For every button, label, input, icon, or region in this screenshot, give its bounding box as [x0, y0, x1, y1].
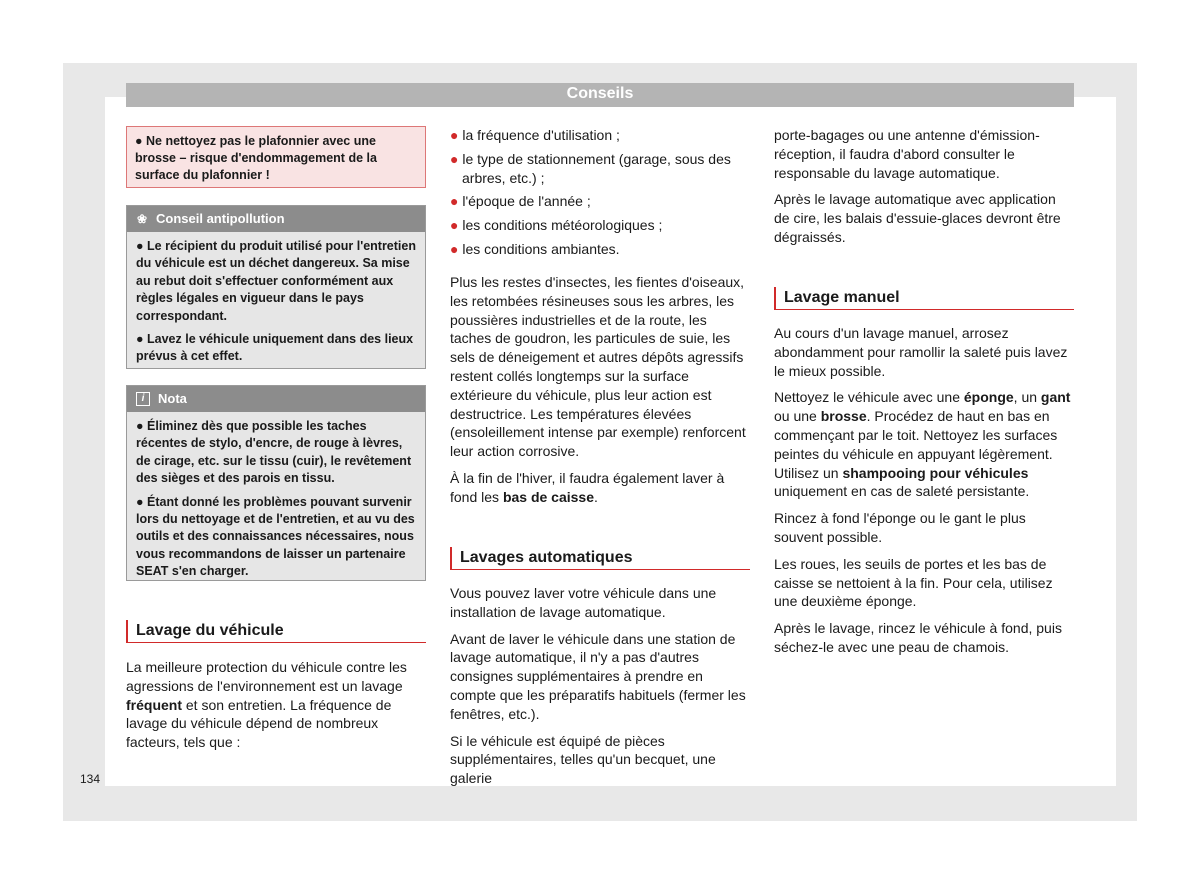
flower-icon: ❀ — [136, 212, 148, 226]
nota-header — [127, 386, 425, 412]
list-item: ● le type de stationnement (garage, sous des arbres, etc.) ; — [450, 150, 731, 186]
col3-text — [774, 126, 1074, 255]
nota-title: Nota — [158, 391, 187, 406]
antipollution-body — [127, 232, 425, 378]
paragraph: Rincez à fond l'éponge ou le gant le plus souvent possible. — [774, 510, 1026, 545]
paragraph: Les roues, les seuils de portes et les bas de caisse se nettoient à la fin. Pour cela, utilisez une deuxième éponge. — [774, 555, 1053, 610]
paragraph: Plus les restes d'insectes, les fientes d'oiseaux, les retombées résineuses sous les arbres, les poussières industrielles et de la route, les taches de goudron, les particules de suie, les sels de déneigement et autres dépôts agressifs restent collés longtemps sur la surface extérieure du véhicule, plus leur action est destructrice. Les températures élevées (ensoleillement intense par exemple) renforcent leur action corrosive. — [450, 274, 746, 460]
warning-box — [126, 126, 426, 188]
lavage-vehicule-text: La meilleure protection du véhicule contre les agressions de l'environnement est un lavage fréquent et son entretien. La fréquence de lavage du véhicule dépend de nombreux facteurs, tels que : — [126, 659, 407, 751]
list-item: ● les conditions météorologiques ; — [450, 217, 663, 234]
nota-item: ● Étant donné les problèmes pouvant survenir lors du nettoyage et de l'entretien, et au vu des outils et des connaissances nécessaires, nous vous recommandons de laisser un partenaire SEAT s'en charger. — [136, 494, 415, 579]
antipollution-header — [127, 206, 425, 232]
antipollution-item: ● Le récipient du produit utilisé pour l'entretien du véhicule est un déchet dangereux. Sa mise au rebut doit s'effectuer conformément aux règles légales en vigueur dans le pays correspondant. — [136, 239, 416, 323]
lavages-auto-text — [450, 584, 750, 796]
section-header-bar — [126, 83, 1074, 107]
paragraph: Si le véhicule est équipé de pièces supplémentaires, telles qu'un becquet, une galerie — [450, 732, 716, 787]
list-item: ● les conditions ambiantes. — [450, 240, 620, 257]
section-header-title: Conseils — [566, 85, 634, 102]
paragraph: À la fin de l'hiver, il faudra également laver à fond les bas de caisse. — [450, 469, 725, 505]
lavage-manuel-text — [774, 324, 1074, 665]
paragraph: Après le lavage automatique avec application de cire, les balais d'essuie-glaces devront être dégraissés. — [774, 191, 1061, 245]
heading-lavage-vehicule: Lavage du véhicule — [126, 620, 426, 643]
paragraph: porte-bagages ou une antenne d'émission-réception, il faudra d'abord consulter le responsable du lavage automatique. — [774, 127, 1040, 181]
antipollution-box — [126, 205, 426, 369]
paragraph: Après le lavage, rincez le véhicule à fond, puis séchez-le avec une peau de chamois. — [774, 620, 1062, 655]
col2-text — [450, 273, 750, 515]
paragraph: Au cours d'un lavage manuel, arrosez abondamment pour ramollir la saleté puis lavez le mieux possible. — [774, 325, 1068, 379]
paragraph: Avant de laver le véhicule dans une station de lavage automatique, il n'y a pas d'autres consignes supplémentaires à prendre en compte que les préparatifs habituels (fermer les fenêtres, etc.). — [450, 630, 746, 722]
nota-box — [126, 385, 426, 581]
info-icon: i — [136, 392, 150, 406]
antipollution-item: ● Lavez le véhicule uniquement dans des lieux prévus à cet effet. — [136, 332, 414, 364]
paragraph: Nettoyez le véhicule avec une éponge, un gant ou une brosse. Procédez de haut en bas en commençant par le toit. Nettoyez les surfaces peintes du véhicule en appuyant légèrement. Utilisez un shampooing pour véhicules uniquement en cas de saleté persistante. — [774, 389, 1071, 500]
page-number: 134 — [80, 772, 101, 786]
list-item: ● la fréquence d'utilisation ; — [450, 127, 620, 143]
nota-body — [127, 412, 425, 593]
factors-list — [450, 126, 750, 264]
heading-lavages-automatiques: Lavages automatiques — [450, 547, 750, 570]
heading-lavage-manuel: Lavage manuel — [774, 287, 1074, 310]
list-item: ● l'époque de l'année ; — [450, 193, 591, 210]
nota-item: ● Éliminez dès que possible les taches récentes de stylo, d'encre, de rouge à lèvres, de cirage, etc. sur le tissu (cuir), le revêtement des sièges et des parois en tissu. — [136, 419, 412, 486]
paragraph: Vous pouvez laver votre véhicule dans une installation de lavage automatique. — [450, 585, 717, 620]
warning-text: ● Ne nettoyez pas le plafonnier avec une brosse – risque d'endommagement de la surface du plafonnier ! — [135, 134, 377, 182]
antipollution-title: Conseil antipollution — [156, 211, 285, 226]
